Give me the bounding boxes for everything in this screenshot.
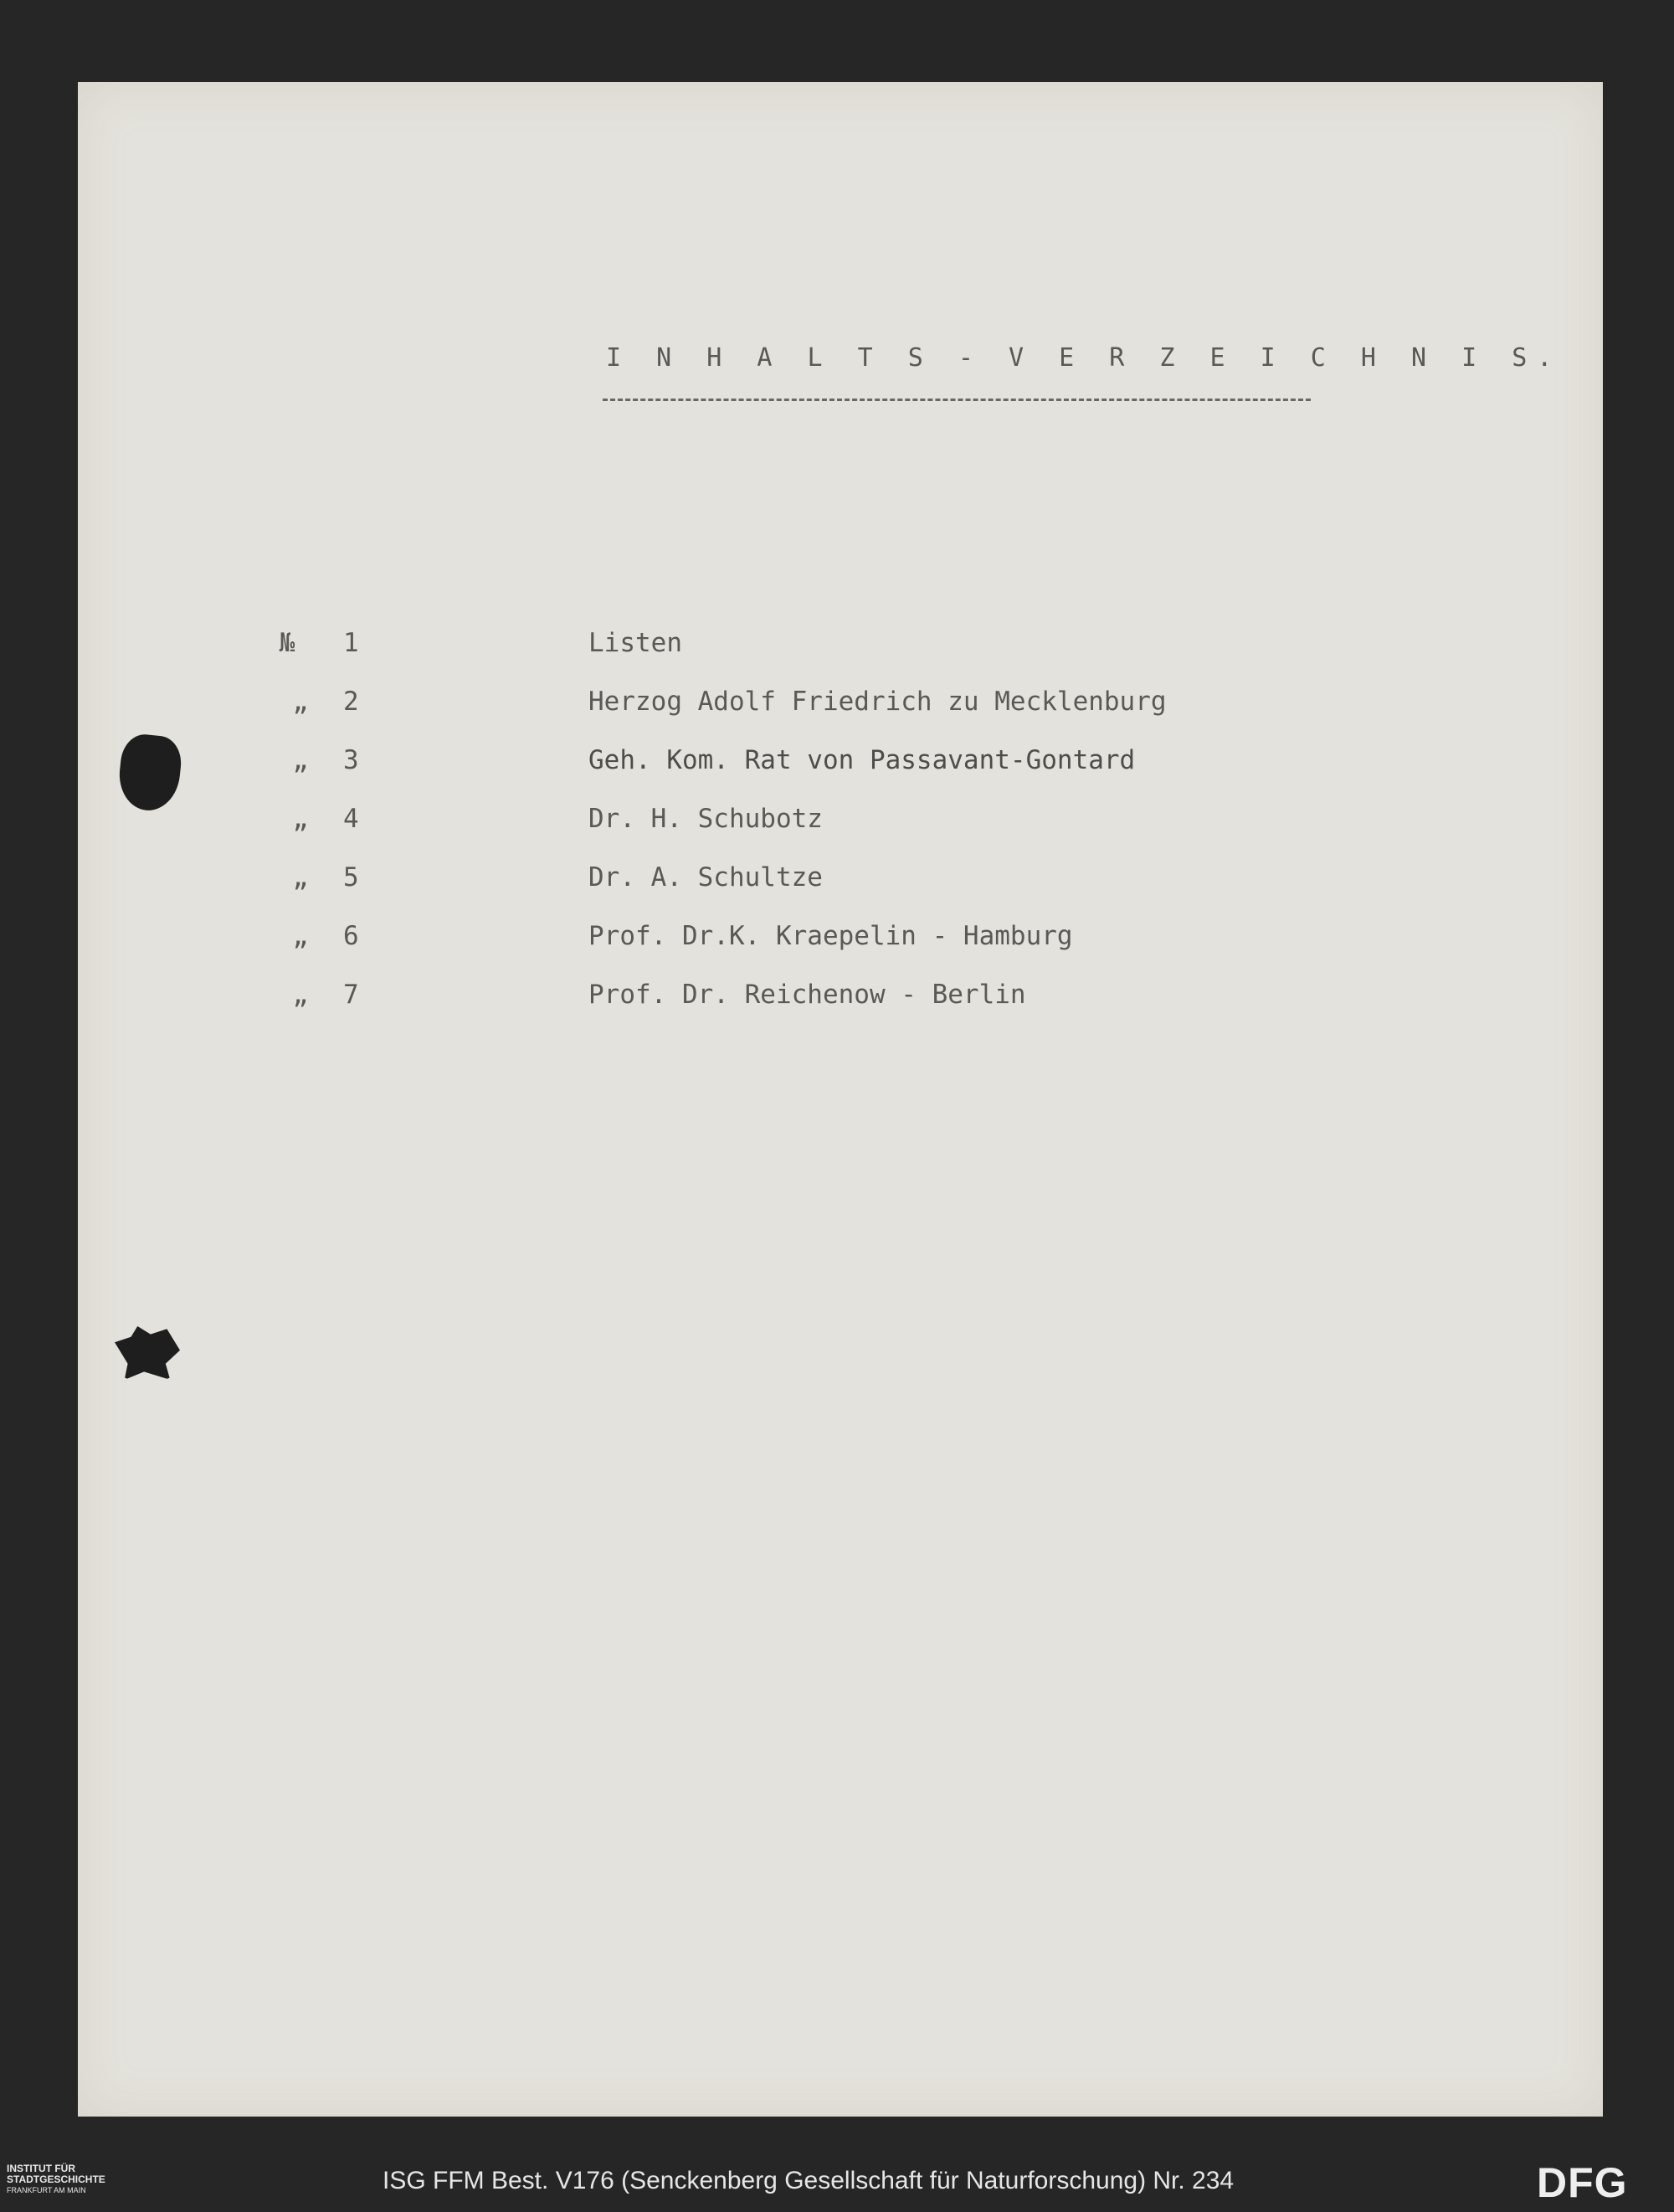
punch-hole-bottom [115, 1326, 180, 1380]
entry-number: 6 [343, 921, 359, 951]
entry-text: Herzog Adolf Friedrich zu Mecklenburg [588, 687, 1167, 717]
archive-footer [0, 2148, 1674, 2212]
document-title: I N H A L T S - V E R Z E I C H N I S. [606, 343, 1563, 373]
entry-marker: „ [292, 687, 309, 717]
entry-number: 4 [343, 804, 359, 834]
logo-line: FRANKFURT AM MAIN [7, 2186, 86, 2194]
entry-text: Prof. Dr.K. Kraepelin - Hamburg [588, 921, 1073, 951]
entry-text: Dr. H. Schubotz [588, 804, 823, 834]
punch-hole-top [116, 732, 183, 813]
entry-number: 3 [343, 745, 359, 775]
entry-marker: „ [292, 921, 309, 951]
entry-marker: „ [292, 745, 309, 775]
entry-text: Prof. Dr. Reichenow - Berlin [588, 980, 1026, 1010]
document-page [78, 82, 1603, 2117]
logo-line: STADTGESCHICHTE [7, 2173, 105, 2185]
institute-logo [7, 2163, 105, 2196]
entry-number: 7 [343, 980, 359, 1010]
title-underline [603, 399, 1311, 401]
entry-number: 5 [343, 862, 359, 893]
entry-marker: „ [292, 862, 309, 893]
entry-marker: „ [292, 980, 309, 1010]
entry-number: 2 [343, 687, 359, 717]
archive-citation: ISG FFM Best. V176 (Senckenberg Gesellschaft für Naturforschung) Nr. 234 [383, 2167, 1235, 2194]
entry-text: Dr. A. Schultze [588, 862, 823, 893]
entry-text: Listen [588, 628, 682, 658]
entry-number: 1 [343, 628, 359, 658]
entry-marker: „ [292, 804, 309, 834]
dfg-logo: DFG [1537, 2159, 1628, 2206]
entry-marker: № [279, 628, 295, 658]
logo-line: INSTITUT FÜR [7, 2163, 75, 2174]
entry-text: Geh. Kom. Rat von Passavant-Gontard [588, 745, 1136, 775]
